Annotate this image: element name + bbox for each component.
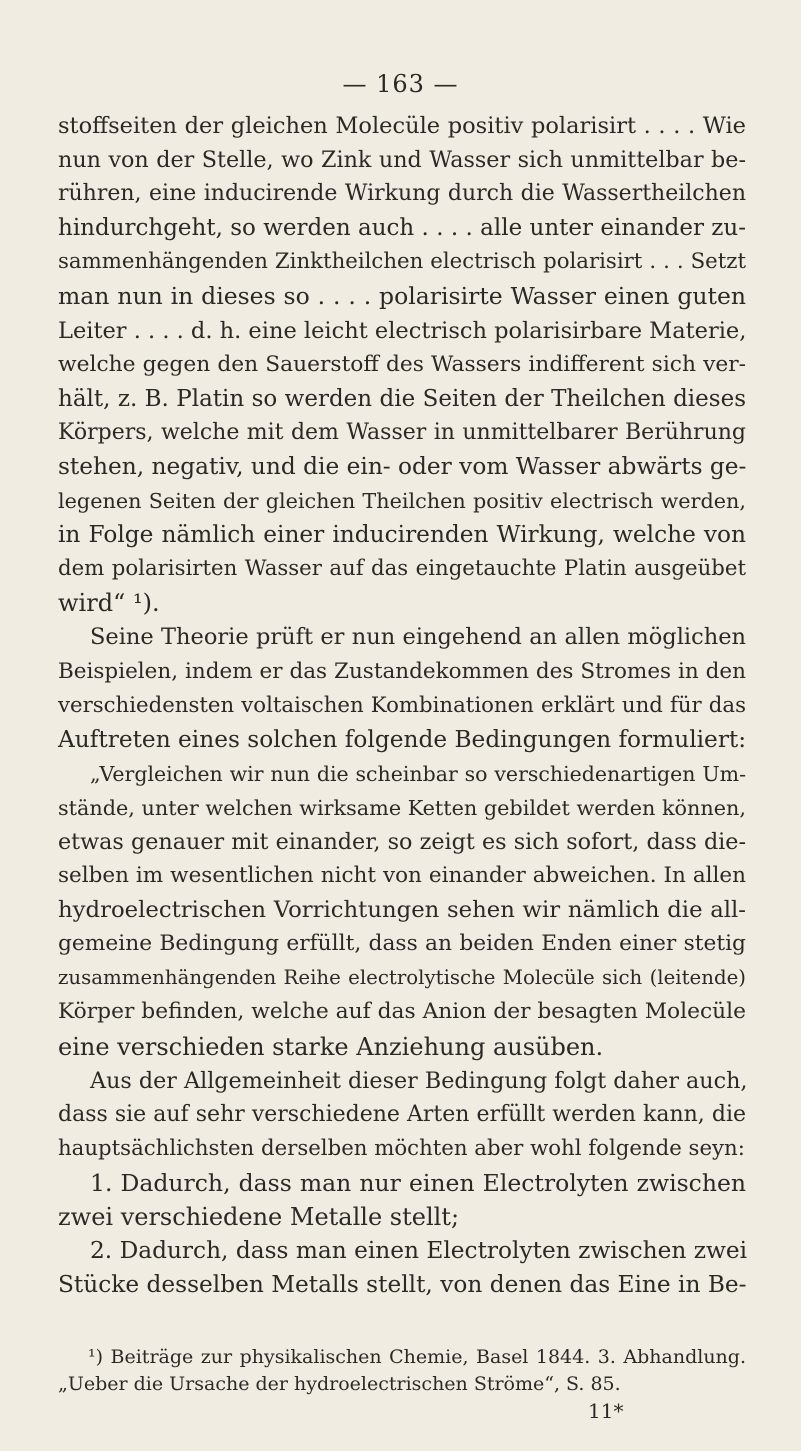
text-line: eine verschieden starke Anziehung ausüben. [58,1032,604,1061]
text-line: rühren, eine inducirende Wirkung durch die Wassertheilchen [58,181,746,207]
text-line: hält, z. B. Platin so werden die Seiten der Theilchen dieses [58,385,746,412]
text-line: wird“ ¹). [58,589,160,618]
text-line: nun von der Stelle, wo Zink und Wasser sich unmittelbar be- [58,147,746,174]
text-line: legenen Seiten der gleichen Theilchen positiv electrisch werden, [58,489,746,514]
text-line: verschiedensten voltaischen Kombinationen erklärt und für das [58,692,746,718]
footnote-line: „Ueber die Ursache der hydroelectrischen Ströme“, S. 85. [58,1373,621,1395]
paragraph-start: „Vergleichen wir nun die scheinbar so verschiedenartigen Um- [90,761,746,786]
text-line: zusammenhängenden Reihe electrolytische Molecüle sich (leitende) [58,966,746,990]
text-line: stehen, negativ, und die ein- oder vom Wasser abwärts ge- [58,452,747,480]
text-line: zwei verschiedene Metalle stellt; [58,1203,460,1231]
text-line: hindurchgeht, so werden auch . . . . alle unter einander zu- [58,215,746,242]
text-line: etwas genauer mit einander, so zeigt es sich sofort, dass die- [58,828,746,855]
footnote-line: ¹) Beiträge zur physikalischen Chemie, Basel 1844. 3. Abhandlung. [88,1346,746,1368]
list-item-1: 1. Dadurch, dass man nur einen Electrolyten zwischen [90,1168,746,1197]
text-line: Beispielen, indem er das Zustandekommen des Stromes in den [58,658,746,684]
text-line: dass sie auf sehr verschiedene Arten erfüllt werden kann, die [58,1101,746,1127]
list-item-2: 2. Dadurch, dass man einen Electrolyten zwischen zwei [90,1237,748,1265]
paragraph-start: Aus der Allgemeinheit dieser Bedingung folgt daher auch, [90,1067,748,1094]
page-number: — 163 — [342,70,459,98]
text-line: dem polarisirten Wasser auf das eingetauchte Platin ausgeübet [58,556,746,582]
text-line: sammenhängenden Zinktheilchen electrisch polarisirt . . . Setzt [58,249,746,275]
signature-mark: 11* [588,1399,624,1423]
text-line: man nun in dieses so . . . . polarisirte Wasser einen guten [58,282,746,311]
text-line: Stücke desselben Metalls stellt, von denen das Eine in Be- [58,1271,747,1299]
text-line: selben im wesentlichen nicht von einander abweichen. In allen [58,863,746,889]
paragraph-start: Seine Theorie prüft er nun eingehend an allen möglichen [90,624,746,651]
text-line: stände, unter welchen wirksame Ketten gebildet werden können, [58,795,746,820]
text-line: Auftreten eines solchen folgende Bedingungen formuliert: [58,725,747,753]
body-text [58,109,746,1302]
text-line: Körpers, welche mit dem Wasser in unmittelbarer Berührung [58,419,746,445]
text-line: stoffseiten der gleichen Molecüle positiv polarisirt . . . . Wie [58,113,746,139]
text-line: hauptsächlichsten derselben möchten aber wohl folgende seyn: [58,1135,745,1161]
footnote [58,1344,746,1398]
text-line: gemeine Bedingung erfüllt, dass an beiden Enden einer stetig [58,931,746,957]
text-line: Körper befinden, welche auf das Anion der besagten Molecüle [58,999,746,1025]
text-line: Leiter . . . . d. h. eine leicht electrisch polarisirbare Materie, [58,317,747,344]
text-line: hydroelectrischen Vorrichtungen sehen wir nämlich die all- [58,897,746,924]
text-line: in Folge nämlich einer inducirenden Wirkung, welche von [58,521,746,549]
text-line: welche gegen den Sauerstoff des Wassers indifferent sich ver- [58,351,746,377]
